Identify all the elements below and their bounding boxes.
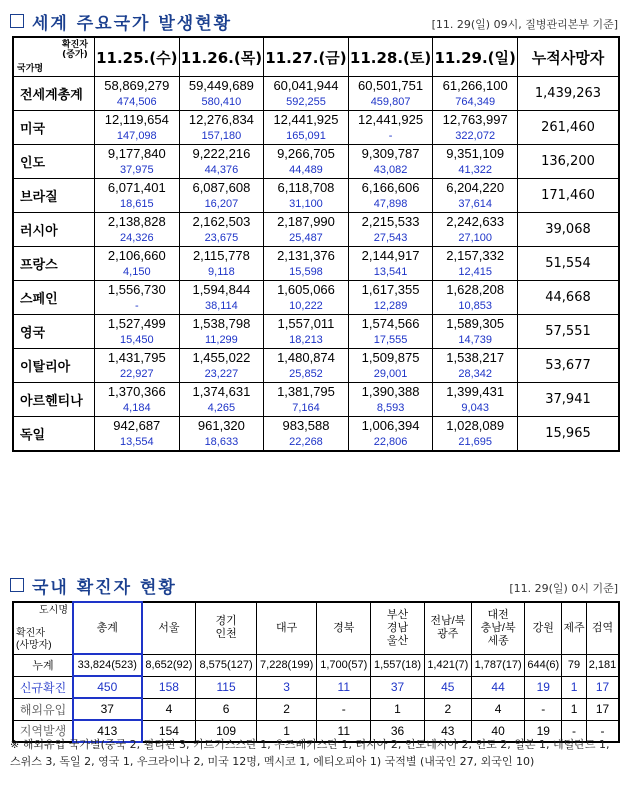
increase-cell: 44,489 xyxy=(264,162,349,179)
increase-cell: 25,487 xyxy=(264,230,349,247)
cases-cell: 2,157,332 xyxy=(433,247,518,265)
region-value-cell: 1,787(17) xyxy=(471,654,525,676)
increase-cell: 31,100 xyxy=(264,196,349,213)
increase-cell: 165,091 xyxy=(264,128,349,145)
region-value-cell: 37 xyxy=(371,676,425,698)
cum-deaths-cell: 51,554 xyxy=(518,247,620,281)
region-value-cell: 158 xyxy=(142,676,196,698)
increase-cell: 28,342 xyxy=(433,366,518,383)
increase-cell: 157,180 xyxy=(179,128,264,145)
cases-cell: 1,589,305 xyxy=(433,315,518,333)
increase-cell: 4,150 xyxy=(95,264,180,281)
region-value-cell: 11 xyxy=(317,676,371,698)
increase-cell: 9,118 xyxy=(179,264,264,281)
cases-cell: 6,087,608 xyxy=(179,179,264,197)
region-value-cell: 2 xyxy=(424,698,471,720)
region-value-cell: - xyxy=(525,698,562,720)
cases-cell: 1,381,795 xyxy=(264,383,349,401)
region-value-cell: 1 xyxy=(562,676,587,698)
date-header: 11.28.(토) xyxy=(348,37,433,77)
cases-cell: 983,588 xyxy=(264,417,349,435)
cases-cell: 1,028,089 xyxy=(433,417,518,435)
cases-cell: 1,594,844 xyxy=(179,281,264,299)
region-value-cell: 413 xyxy=(73,720,142,742)
region-value-cell: 11 xyxy=(317,720,371,742)
region-value-cell: 2 xyxy=(256,698,317,720)
cases-cell: 9,222,216 xyxy=(179,145,264,163)
cases-cell: 12,119,654 xyxy=(95,111,180,129)
row-label: 신규확진 xyxy=(13,676,73,698)
table-row xyxy=(13,247,619,265)
table-row xyxy=(13,417,619,435)
cum-deaths-cell: 261,460 xyxy=(518,111,620,145)
table-row xyxy=(13,111,619,129)
increase-cell: 8,593 xyxy=(348,400,433,417)
region-value-cell: 8,575(127) xyxy=(196,654,257,676)
increase-cell: 13,554 xyxy=(95,434,180,451)
region-value-cell: 45 xyxy=(424,676,471,698)
corner-label-city: 도시명 xyxy=(39,605,68,616)
increase-cell: 7,164 xyxy=(264,400,349,417)
cum-deaths-cell: 37,941 xyxy=(518,383,620,417)
increase-cell: 14,739 xyxy=(433,332,518,349)
cum-deaths-cell: 136,200 xyxy=(518,145,620,179)
cases-cell: 1,374,631 xyxy=(179,383,264,401)
table-row xyxy=(13,383,619,401)
region-value-cell: - xyxy=(317,698,371,720)
country-name: 아르헨티나 xyxy=(13,383,95,417)
region-value-cell: 1 xyxy=(256,720,317,742)
cases-cell: 6,118,708 xyxy=(264,179,349,197)
table-row xyxy=(13,179,619,197)
cum-deaths-cell: 57,551 xyxy=(518,315,620,349)
increase-cell: 4,184 xyxy=(95,400,180,417)
increase-cell: 37,614 xyxy=(433,196,518,213)
corner-label-cases: 확진자 (사망자) xyxy=(16,627,52,651)
increase-cell: 38,114 xyxy=(179,298,264,315)
region-value-cell: 44 xyxy=(471,676,525,698)
cases-cell: 2,131,376 xyxy=(264,247,349,265)
cases-cell: 58,869,279 xyxy=(95,77,180,95)
increase-cell: 15,450 xyxy=(95,332,180,349)
table1-corner-header xyxy=(13,37,95,77)
country-name: 미국 xyxy=(13,111,95,145)
increase-cell: 10,222 xyxy=(264,298,349,315)
region-value-cell: 1,700(57) xyxy=(317,654,371,676)
region-header: 경기 인천 xyxy=(196,602,257,654)
cases-cell: 1,399,431 xyxy=(433,383,518,401)
region-value-cell: 1 xyxy=(562,698,587,720)
cases-cell: 1,605,066 xyxy=(264,281,349,299)
cases-cell: 1,574,566 xyxy=(348,315,433,333)
cases-cell: 6,204,220 xyxy=(433,179,518,197)
row-label: 해외유입 xyxy=(13,698,73,720)
footnote: ※ 해외유입 국가별(중국 2, 필리핀 3, 키르기스스탄 1, 우즈베키스탄 1, 러시아 2, 인도네시아 2, 인도 2, 일본 1, 네덜란드 1, 스위스 3, 독일 2, 영국 1, 우크라이나 2, 미국 12명, 멕시코 1, 에티오피아 1) 국적별 (내국인 27, 외국인 10) xyxy=(10,738,610,768)
cases-cell: 1,509,875 xyxy=(348,349,433,367)
row-label: 지역발생 xyxy=(13,720,73,742)
increase-cell: 22,927 xyxy=(95,366,180,383)
increase-cell: 764,349 xyxy=(433,94,518,111)
increase-cell: 580,410 xyxy=(179,94,264,111)
increase-cell: 12,289 xyxy=(348,298,433,315)
cases-cell: 2,215,533 xyxy=(348,213,433,231)
region-value-cell: 1 xyxy=(371,698,425,720)
cases-cell: 9,309,787 xyxy=(348,145,433,163)
cases-cell: 1,556,730 xyxy=(95,281,180,299)
increase-cell: - xyxy=(95,298,180,315)
cases-cell: 9,266,705 xyxy=(264,145,349,163)
cases-cell: 61,266,100 xyxy=(433,77,518,95)
cases-cell: 2,138,828 xyxy=(95,213,180,231)
date-header: 11.26.(목) xyxy=(179,37,264,77)
increase-cell: 24,326 xyxy=(95,230,180,247)
cases-cell: 961,320 xyxy=(179,417,264,435)
country-name: 브라질 xyxy=(13,179,95,213)
cases-cell: 1,527,499 xyxy=(95,315,180,333)
country-name: 인도 xyxy=(13,145,95,179)
region-value-cell: 109 xyxy=(196,720,257,742)
cases-cell: 2,106,660 xyxy=(95,247,180,265)
table-row xyxy=(13,315,619,333)
region-value-cell: 8,652(92) xyxy=(142,654,196,676)
cases-cell: 1,455,022 xyxy=(179,349,264,367)
corner-label-country: 국가명 xyxy=(17,64,44,74)
country-name: 독일 xyxy=(13,417,95,452)
region-header: 대구 xyxy=(256,602,317,654)
region-value-cell: 2,181 xyxy=(586,654,619,676)
increase-cell: 11,299 xyxy=(179,332,264,349)
increase-cell: 15,598 xyxy=(264,264,349,281)
region-value-cell: 1,421(7) xyxy=(424,654,471,676)
table-row xyxy=(13,213,619,231)
country-name: 전세계총계 xyxy=(13,77,95,111)
region-value-cell: 40 xyxy=(471,720,525,742)
table-row xyxy=(13,145,619,163)
increase-cell: 25,852 xyxy=(264,366,349,383)
increase-cell: 17,555 xyxy=(348,332,433,349)
region-value-cell: 17 xyxy=(586,698,619,720)
region-header: 전남/북 광주 xyxy=(424,602,471,654)
cases-cell: 59,449,689 xyxy=(179,77,264,95)
increase-cell: 18,213 xyxy=(264,332,349,349)
section1-title: 세계 주요국가 발생현황 xyxy=(10,9,232,34)
date-header: 11.27.(금) xyxy=(264,37,349,77)
increase-cell: 44,376 xyxy=(179,162,264,179)
increase-cell: 27,543 xyxy=(348,230,433,247)
region-value-cell: 115 xyxy=(196,676,257,698)
cases-cell: 1,538,217 xyxy=(433,349,518,367)
region-value-cell: 4 xyxy=(471,698,525,720)
cases-cell: 2,187,990 xyxy=(264,213,349,231)
cases-cell: 60,501,751 xyxy=(348,77,433,95)
section2-note: [11. 29(일) 0시 기준] xyxy=(509,582,618,595)
table-row xyxy=(13,349,619,367)
region-header: 대전 충남/북 세종 xyxy=(471,602,525,654)
cases-cell: 1,480,874 xyxy=(264,349,349,367)
cases-cell: 12,763,997 xyxy=(433,111,518,129)
cases-cell: 12,276,834 xyxy=(179,111,264,129)
increase-cell: 22,268 xyxy=(264,434,349,451)
cases-cell: 1,557,011 xyxy=(264,315,349,333)
cases-cell: 6,071,401 xyxy=(95,179,180,197)
region-value-cell: 19 xyxy=(525,720,562,742)
country-name: 스페인 xyxy=(13,281,95,315)
region-header: 경북 xyxy=(317,602,371,654)
cases-cell: 9,177,840 xyxy=(95,145,180,163)
table-row xyxy=(13,698,619,720)
date-header: 11.25.(수) xyxy=(95,37,180,77)
cases-cell: 1,628,208 xyxy=(433,281,518,299)
cum-deaths-cell: 44,668 xyxy=(518,281,620,315)
cases-cell: 1,006,394 xyxy=(348,417,433,435)
country-name: 이탈리아 xyxy=(13,349,95,383)
region-value-cell: 644(6) xyxy=(525,654,562,676)
region-value-cell: 4 xyxy=(142,698,196,720)
checkbox-square-icon xyxy=(10,578,24,592)
world-cases-table xyxy=(12,36,620,452)
cases-cell: 1,431,795 xyxy=(95,349,180,367)
table-row xyxy=(13,77,619,95)
region-header: 강원 xyxy=(525,602,562,654)
country-name: 영국 xyxy=(13,315,95,349)
region-header: 제주 xyxy=(562,602,587,654)
increase-cell: 459,807 xyxy=(348,94,433,111)
increase-cell: 13,541 xyxy=(348,264,433,281)
region-header: 서울 xyxy=(142,602,196,654)
corner-label-cases: 확진자 (증가) xyxy=(61,40,88,60)
row-label: 누계 xyxy=(13,654,73,676)
cases-cell: 1,538,798 xyxy=(179,315,264,333)
increase-cell: - xyxy=(348,128,433,145)
region-value-cell: 450 xyxy=(73,676,142,698)
domestic-cases-table xyxy=(12,601,620,743)
region-value-cell: - xyxy=(586,720,619,742)
table-row xyxy=(13,281,619,299)
increase-cell: 29,001 xyxy=(348,366,433,383)
increase-cell: 23,675 xyxy=(179,230,264,247)
cases-cell: 12,441,925 xyxy=(264,111,349,129)
region-value-cell: 1,557(18) xyxy=(371,654,425,676)
region-value-cell: 36 xyxy=(371,720,425,742)
increase-cell: 18,615 xyxy=(95,196,180,213)
region-value-cell: 43 xyxy=(424,720,471,742)
cases-cell: 942,687 xyxy=(95,417,180,435)
region-header: 검역 xyxy=(586,602,619,654)
cases-cell: 1,370,366 xyxy=(95,383,180,401)
increase-cell: 37,975 xyxy=(95,162,180,179)
cum-deaths-cell: 1,439,263 xyxy=(518,77,620,111)
cum-deaths-cell: 53,677 xyxy=(518,349,620,383)
region-value-cell: 6 xyxy=(196,698,257,720)
increase-cell: 9,043 xyxy=(433,400,518,417)
cases-cell: 12,441,925 xyxy=(348,111,433,129)
increase-cell: 147,098 xyxy=(95,128,180,145)
increase-cell: 322,072 xyxy=(433,128,518,145)
increase-cell: 12,415 xyxy=(433,264,518,281)
cum-deaths-cell: 171,460 xyxy=(518,179,620,213)
increase-cell: 18,633 xyxy=(179,434,264,451)
checkbox-square-icon xyxy=(10,14,24,28)
increase-cell: 27,100 xyxy=(433,230,518,247)
cum-deaths-cell: 15,965 xyxy=(518,417,620,452)
cases-cell: 1,390,388 xyxy=(348,383,433,401)
increase-cell: 4,265 xyxy=(179,400,264,417)
increase-cell: 21,695 xyxy=(433,434,518,451)
region-value-cell: 7,228(199) xyxy=(256,654,317,676)
increase-cell: 22,806 xyxy=(348,434,433,451)
cum-deaths-header: 누적사망자 xyxy=(518,37,620,77)
region-value-cell: 154 xyxy=(142,720,196,742)
cases-cell: 1,617,355 xyxy=(348,281,433,299)
section2-title: 국내 확진자 현황 xyxy=(10,573,177,598)
cases-cell: 60,041,944 xyxy=(264,77,349,95)
increase-cell: 10,853 xyxy=(433,298,518,315)
cases-cell: 6,166,606 xyxy=(348,179,433,197)
cases-cell: 2,115,778 xyxy=(179,247,264,265)
increase-cell: 16,207 xyxy=(179,196,264,213)
table-row xyxy=(13,654,619,676)
cases-cell: 2,162,503 xyxy=(179,213,264,231)
cum-deaths-cell: 39,068 xyxy=(518,213,620,247)
table2-corner-header xyxy=(13,602,73,654)
region-header: 총계 xyxy=(73,602,142,654)
table-row xyxy=(13,676,619,698)
section1-note: [11. 29(일) 09시, 질병관리본부 기준] xyxy=(431,18,618,31)
increase-cell: 23,227 xyxy=(179,366,264,383)
country-name: 프랑스 xyxy=(13,247,95,281)
cases-cell: 2,242,633 xyxy=(433,213,518,231)
region-value-cell: 37 xyxy=(73,698,142,720)
increase-cell: 41,322 xyxy=(433,162,518,179)
cases-cell: 2,144,917 xyxy=(348,247,433,265)
region-value-cell: 33,824(523) xyxy=(73,654,142,676)
region-value-cell: 19 xyxy=(525,676,562,698)
date-header: 11.29.(일) xyxy=(433,37,518,77)
region-value-cell: 3 xyxy=(256,676,317,698)
region-value-cell: 17 xyxy=(586,676,619,698)
increase-cell: 474,506 xyxy=(95,94,180,111)
cases-cell: 9,351,109 xyxy=(433,145,518,163)
increase-cell: 47,898 xyxy=(348,196,433,213)
increase-cell: 43,082 xyxy=(348,162,433,179)
region-header: 부산 경남 울산 xyxy=(371,602,425,654)
increase-cell: 592,255 xyxy=(264,94,349,111)
region-value-cell: 79 xyxy=(562,654,587,676)
region-value-cell: - xyxy=(562,720,587,742)
country-name: 러시아 xyxy=(13,213,95,247)
